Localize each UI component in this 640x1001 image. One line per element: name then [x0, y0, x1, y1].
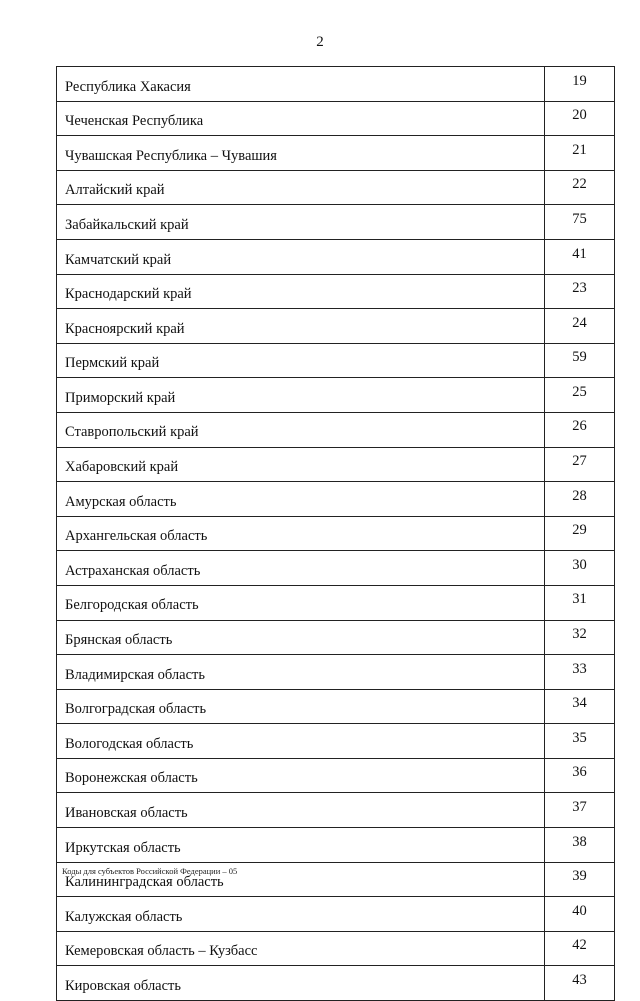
region-code-cell: 59	[545, 343, 615, 378]
region-code-cell: 43	[545, 966, 615, 1001]
region-code-cell: 20	[545, 101, 615, 136]
region-name-cell: Республика Хакасия	[57, 67, 545, 102]
page-number: 2	[316, 34, 324, 50]
table-row	[57, 828, 615, 863]
region-code-cell: 38	[545, 828, 615, 863]
region-code-cell: 36	[545, 758, 615, 793]
region-code-cell: 19	[545, 67, 615, 102]
table-row	[57, 343, 615, 378]
regions-table	[56, 66, 615, 1001]
region-code-cell: 28	[545, 482, 615, 517]
region-name-cell: Чувашская Республика – Чувашия	[57, 136, 545, 171]
table-row	[57, 205, 615, 240]
region-name-cell: Калужская область	[57, 897, 545, 932]
table-row	[57, 412, 615, 447]
region-code-cell: 39	[545, 862, 615, 897]
table-row	[57, 447, 615, 482]
region-code-cell: 24	[545, 309, 615, 344]
region-name-cell: Приморский край	[57, 378, 545, 413]
region-name-cell: Амурская область	[57, 482, 545, 517]
region-name-cell: Краснодарский край	[57, 274, 545, 309]
region-name-cell: Камчатский край	[57, 239, 545, 274]
table-row	[57, 724, 615, 759]
table-row	[57, 655, 615, 690]
region-name-cell: Ивановская область	[57, 793, 545, 828]
region-code-cell: 26	[545, 412, 615, 447]
region-name-cell: Алтайский край	[57, 170, 545, 205]
table-row	[57, 170, 615, 205]
region-code-cell: 41	[545, 239, 615, 274]
region-name-cell: Красноярский край	[57, 309, 545, 344]
table-row	[57, 309, 615, 344]
table-row	[57, 966, 615, 1001]
table-row	[57, 274, 615, 309]
region-code-cell: 23	[545, 274, 615, 309]
region-name-cell: Воронежская область	[57, 758, 545, 793]
region-code-cell: 22	[545, 170, 615, 205]
region-code-cell: 33	[545, 655, 615, 690]
table-row	[57, 482, 615, 517]
region-code-cell: 31	[545, 585, 615, 620]
region-code-cell: 29	[545, 516, 615, 551]
region-code-cell: 40	[545, 897, 615, 932]
table-row	[57, 897, 615, 932]
region-name-cell: Белгородская область	[57, 585, 545, 620]
region-name-cell: Кемеровская область – Кузбасс	[57, 931, 545, 966]
region-name-cell: Чеченская Республика	[57, 101, 545, 136]
region-code-cell: 27	[545, 447, 615, 482]
region-code-cell: 35	[545, 724, 615, 759]
table-row	[57, 551, 615, 586]
region-code-cell: 32	[545, 620, 615, 655]
region-name-cell: Кировская область	[57, 966, 545, 1001]
region-name-cell: Пермский край	[57, 343, 545, 378]
regions-table-body	[57, 67, 615, 1001]
table-row	[57, 585, 615, 620]
region-code-cell: 42	[545, 931, 615, 966]
region-name-cell: Забайкальский край	[57, 205, 545, 240]
footer-text: Коды для субъектов Российской Федерации – 05	[62, 866, 238, 876]
table-row	[57, 516, 615, 551]
region-name-cell: Астраханская область	[57, 551, 545, 586]
region-name-cell: Брянская область	[57, 620, 545, 655]
region-code-cell: 75	[545, 205, 615, 240]
table-row	[57, 620, 615, 655]
region-name-cell: Волгоградская область	[57, 689, 545, 724]
region-name-cell: Хабаровский край	[57, 447, 545, 482]
table-row	[57, 67, 615, 102]
region-name-cell: Иркутская область	[57, 828, 545, 863]
table-row	[57, 931, 615, 966]
table-row	[57, 239, 615, 274]
region-code-cell: 21	[545, 136, 615, 171]
table-row	[57, 136, 615, 171]
table-row	[57, 689, 615, 724]
region-name-cell: Владимирская область	[57, 655, 545, 690]
region-code-cell: 25	[545, 378, 615, 413]
region-code-cell: 34	[545, 689, 615, 724]
region-code-cell: 37	[545, 793, 615, 828]
region-name-cell: Архангельская область	[57, 516, 545, 551]
region-name-cell: Ставропольский край	[57, 412, 545, 447]
region-code-cell: 30	[545, 551, 615, 586]
table-row	[57, 793, 615, 828]
region-name-cell: Вологодская область	[57, 724, 545, 759]
table-row	[57, 378, 615, 413]
table-row	[57, 101, 615, 136]
region-name-cell: Калининградская область	[57, 862, 545, 897]
table-row	[57, 758, 615, 793]
